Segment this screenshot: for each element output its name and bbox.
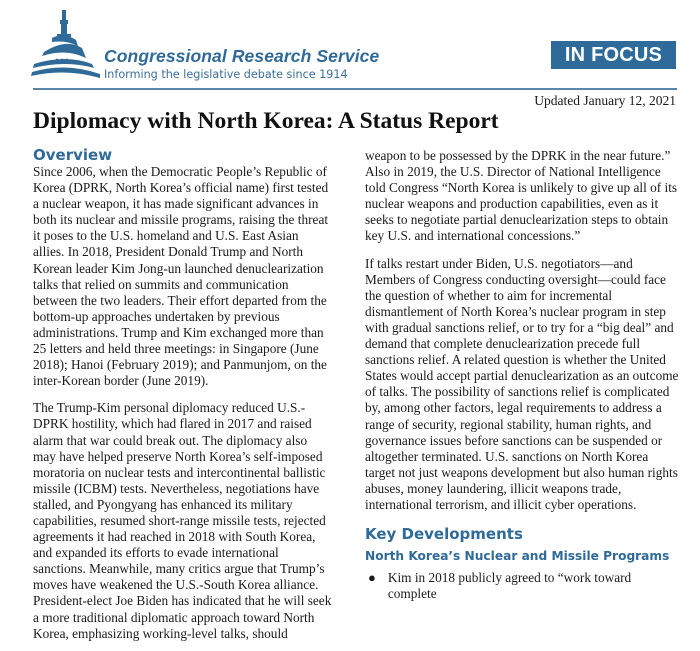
in-focus-badge: IN FOCUS bbox=[551, 41, 676, 69]
nuclear-programs-subheading: North Korea’s Nuclear and Missile Programs bbox=[365, 549, 670, 564]
right-column bbox=[365, 148, 680, 602]
key-developments-heading: Key Developments bbox=[365, 525, 523, 544]
overview-paragraph: Since 2006, when the Democratic People’s Republic of Korea (DPRK, North Korea’s official name) first tested a nuclear weapon, it has made significant advances in both its nuclear and missile programs, raising the threat it poses to the U.S. homeland and U.S. East Asian allies. In 2018, President Donald Trump and North Korean leader Kim Jong-un launched denuclearization talks that relied on summits and communication between the two leaders. Their effort departed from the bottom-up approaches undertaken by previous administrations. Trump and Kim exchanged more than 25 letters and held three meetings: in Singapore (June 2018); Hanoi (February 2019); and Panmunjom, on the inter-Korean border (June 2019). bbox=[33, 164, 329, 389]
overview-heading: Overview bbox=[33, 146, 113, 164]
bullet-icon: ● bbox=[368, 570, 376, 586]
left-column bbox=[33, 146, 333, 651]
body-paragraph: weapon to be possessed by the DPRK in the near future.” Also in 2019, the U.S. Director of National Intelligence told Congress “North Korea is unlikely to give up all of its nuclear weapons and production capabilities, even as it seeks to negotiate partial denuclearization steps to obtain key U.S. and international concessions.” bbox=[365, 148, 678, 244]
org-name: Congressional Research Service bbox=[104, 46, 380, 66]
brand-block bbox=[104, 46, 379, 81]
updated-date: Updated January 12, 2021 bbox=[534, 93, 676, 108]
document-title: Diplomacy with North Korea: A Status Report bbox=[33, 108, 499, 134]
org-tagline: Informing the legislative debate since 1914 bbox=[104, 68, 348, 81]
header-divider bbox=[33, 88, 677, 90]
list-item bbox=[365, 570, 680, 602]
body-paragraph: If talks restart under Biden, U.S. negotiators—and Members of Congress conducting oversight—could face the question of whether to aim for incremental dismantlement of North Korea’s nuclear program in step with gradual sanctions relief, or to try for a “big deal” and demand that complete denuclearization precede full sanctions relief. A related question is whether the United States would accept partial denuclearization as an outcome of talks. The possibility of sanctions relief is complicated by, among other factors, legal requirements to address a range of security, regional stability, human rights, and governance issues before sanctions can be suspended or altogether terminated. U.S. sanctions on North Korea target not just weapons development but also human rights abuses, money laundering, illicit weapons trade, international terrorism, and illicit cyber operations. bbox=[365, 255, 679, 512]
capitol-dome-icon bbox=[30, 8, 102, 82]
overview-paragraph: The Trump-Kim personal diplomacy reduced U.S.-DPRK hostility, which had flared in 2017 and raised alarm that war could break out. The diplomacy also may have helped preserve North Korea’s self-imposed moratoria on nuclear tests and intercontinental ballistic missile (ICBM) tests. Nevertheless, negotiations have stalled, and Pyongyang has enhanced its military capabilities, resumed short-range missile tests, rejected agreements it had reached in 2018 with South Korea, and expanded its efforts to evade international sanctions. Meanwhile, many critics argue that Trump’s moves have weakened the U.S.-South Korea alliance. President-elect Joe Biden has indicated that he will seek a more traditional diplomatic approach toward North Korea, emphasizing working-level talks, should bbox=[33, 400, 332, 641]
bullet-text: Kim in 2018 publicly agreed to “work toward complete bbox=[387, 570, 632, 602]
